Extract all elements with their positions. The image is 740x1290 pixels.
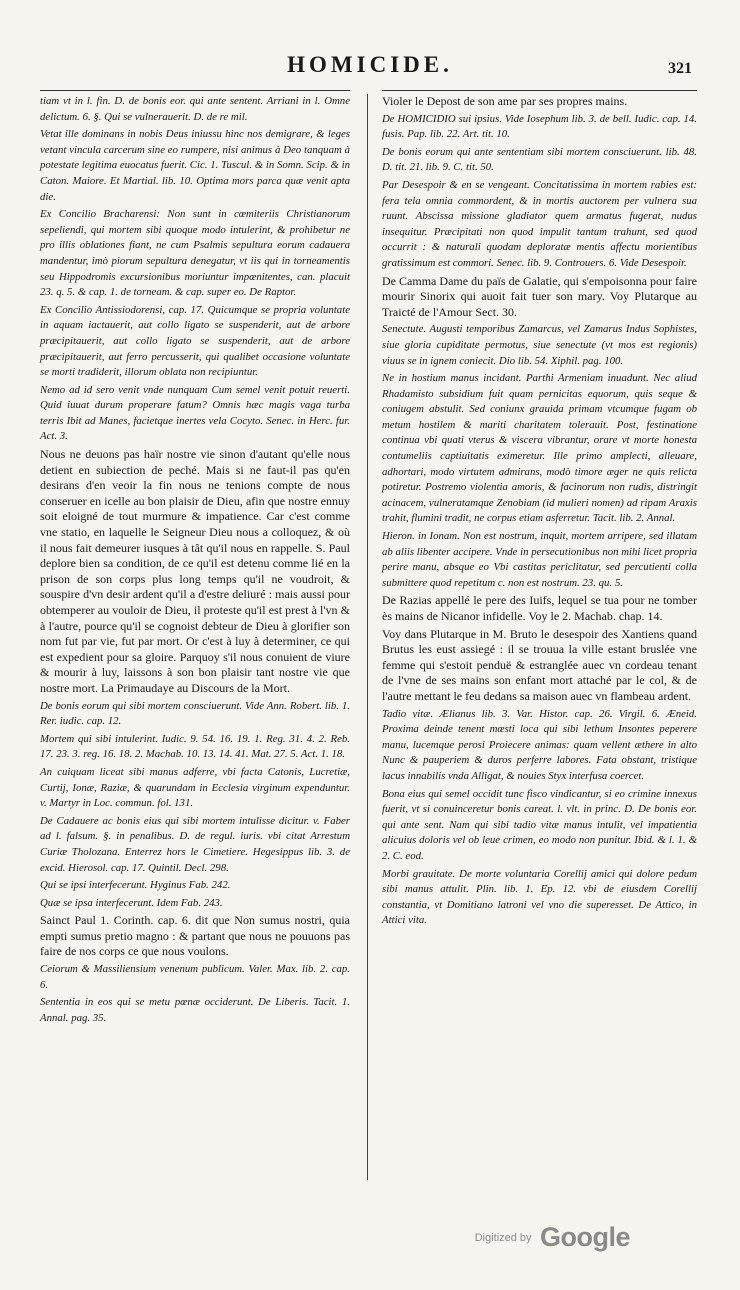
paragraph: Hieron. in Ionam. Non est nostrum, inquit, mortem arripere, sed illatam ab aliis libenter accipere. Vnde in persecutionibus non mihi licet propria perire manu, absque eo Vbi castitas periclitatur, sed percutienti colla submittere quod repetitum c. non est nostrum. 23. qu. 5.	[382, 530, 697, 589]
paragraph: De HOMICIDIO sui ipsius. Vide Iosephum lib. 3. de bell. Iudic. cap. 14. fusis. Pap. lib. 22. Art. tit. 10.	[382, 112, 697, 141]
header-rule-right	[382, 90, 697, 91]
page-number: 321	[668, 60, 692, 77]
paragraph: Morbi grauitate. De morte voluntaria Corellij amici qui dolore pedum sibi manus attulit. Plin. lib. 1. Ep. 12. vbi de eiusdem Corellij constantia, vt Domitiano latroni vel vno die superesset. De Attico, in Attici vita.	[382, 867, 697, 927]
paragraph: De Camma Dame du païs de Galatie, qui s'empoisonna pour faire mourir Sinorix qui auoit fait tuer son mary. Voy Plutarque au Traicté de l'Amour Sect. 30.	[382, 273, 697, 319]
running-head-title: HOMICIDE.	[287, 52, 453, 77]
paragraph: De Cadauere ac bonis eius qui sibi mortem intulisse dicitur. v. Faber ad l. falsum. §. in penalibus. D. de regul. iuris. vbi citat Arrestum Curiæ Tholozana. Enterrez hors le Cimetiere. Hegesippus lib. 3. de excid. Hierosol. cap. 17. Quintil. Decl. 298.	[40, 814, 350, 874]
paragraph: Nous ne deuons pas haïr nostre vie sinon d'autant qu'elle nous detient en subiection de peché. Mais si ne faut-il pas qu'en desirans d'en veoir la fin nous ne tenions compte de nous conseruer en icelle au bon plaisir de Dieu, afin que nostre ennuy soit eloigné de tout murmure & impatience. Car c'est comme vne statio, en laquelle le Seigneur Dieu nous a colloquez, & où il nous fait demeurer iusques à tât qu'il nous en rappelle. S. Paul deplore bien sa condition, de ce qu'il est detenu comme lié en la prison de son corps plus long temps qu'il ne voudroit, & souspire d'vn desir ardent qu'il a d'estre deliuré : mais aussi pour obtemperer au vouloir de Dieu, il proteste qu'il est prest à l'vn & à l'autre, pource qu'il se cognoist debteur de Dieu à glorifier son nom fut par vie, fut par mort. Or c'est à luy à determiner, ce qui est expedient pour sa gloire. Parquoy s'il nous conuient de viure & mourir à luy, laissons à son bon plaisir tant nostre vie que nostre mort. La Primaudaye au Discours de la Mort.	[40, 447, 350, 695]
paragraph: Ex Concilio Bracharensi: Non sunt in cœmiteriis Christianorum sepeliendi, qui mortem sibi quoque modo intulerint, & prohibetur ne pro illis oblationes fiant, ne cum Psalmis sepultura eorum cadauera mandentur, imò piorum sepultura denegatur, vt iis qui in torneamentis seu Hippodromis excursionibus moriuntur impœnitentes, can. placuit 23. q. 5. & cap. 1. de torneam. & cap. super eo. De Raptor.	[40, 208, 350, 299]
right-column	[382, 94, 697, 931]
column-divider	[367, 94, 368, 1180]
paragraph: Sententia in eos qui se metu pœnæ occiderunt. De Liberis. Tacit. 1. Annal. pag. 35.	[40, 996, 350, 1024]
paragraph: Bona eius qui semel occidit tunc fisco vindicantur, si eo crimine innexus fuerit, vt si conuinceretur bonis careat. l. vlt. in princ. D. De bonis eor. qui ante sent. Nam qui sibi tadio vitæ manus intulit, vel impatientia alicuius doloris vel ob leue crimen, eo modo non punitur. Ibid. & l. 1. & 2. C. eod.	[382, 787, 697, 862]
digitized-watermark	[475, 1222, 630, 1253]
header-rule-left	[40, 90, 350, 91]
paragraph: Ex Concilio Antissiodorensi, cap. 17. Quicumque se propria voluntate in aquam iactauerit, aut collo ligato se suspenderit, aut de arbore præcipitauerit, aut collo ligato se suspenderit, aut de arbore præcipitauerit, aut ferro percusserit, qui qualibet occasione voluntate se morti tradiderit, illorum oblata non recipiuntur.	[40, 303, 350, 379]
paragraph: Sainct Paul 1. Corinth. cap. 6. dit que Non sumus nostri, quia empti sumus pretio magno : & partant que nous ne pouuons pas faire de nos corps ce que nous voulons.	[40, 913, 350, 959]
paragraph: Qui se ipsi interfecerunt. Hyginus Fab. 242.	[40, 879, 231, 892]
paragraph: Quæ se ipsa interfecerunt. Idem Fab. 243.	[40, 896, 223, 909]
paragraph: De bonis eorum qui ante sententiam sibi mortem consciuerunt. lib. 48. D. tit. 21. lib. 9. C. tit. 50.	[382, 145, 697, 174]
paragraph: tiam vt in l. fin. D. de bonis eor. qui ante sentent. Arriani in l. Omne delictum. 6. §. Qui se vulnerauerit. D. de re mil.	[40, 95, 350, 123]
paragraph: Par Desespoir & en se vengeant. Concitatissima in mortem rabies est: fera tela omnia commordent, & in mortis auctorem per vulnera sua ruunt. Abscissa missione gladiator quem armatus fugerat, nudus insequitur. Præcipitati non quod impulit tantum trahunt, sed quod occurrit : & naturali quodam deploratæ mentis affectu morientibus gratissimum est commori. Senec. lib. 9. Controuers. 6. Vide Desespoir.	[382, 178, 697, 269]
paragraph: Violer le Depost de son ame par ses propres mains.	[382, 94, 628, 108]
paragraph: Vetat ille dominans in nobis Deus iniussu hinc nos demigrare, & leges vetant vincula carcerum sine eo rumpere, nisi animus à Deo tanquam à potestate legitima euocatus fuerit. Cic. 1. Tuscul. & in Somn. Scip. & in Caton. Maiore. Et Martial. lib. 10. Optima mors parca quæ venit apta die.	[40, 128, 350, 203]
paragraph: Tadio vitæ. Ælianus lib. 3. Var. Histor. cap. 26. Virgil. 6. Æneid. Proxima deinde tenent mœsti loca qui sibi lethum Insontes peperere manu, lucemque perosi Proiecere animas: quam vellent æthere in alto Nunc & pauperiem & duros perferre labores. Fata obstant, tristique lacus innabilis vnda Alligat, & nouies Styx interfusa coercet.	[382, 707, 697, 782]
paragraph: Ne in hostium manus incidant. Parthi Armeniam inuadunt. Nec aliud Rhadamisto subsidium fuit quam pernicitas equorum, quis seque & coniugem abstulit. Sed coniunx grauida primam vtcumque fugam ob metum hostilem & mariti charitatem tolerauit. Post, festinatione continua vbi quati vterus & viscera vibrantur, orare vt morte honesta contumeliis captiuitatis eximeretur. Ille primo amplecti, alleuare, adhortari, modo virtutem admirans, modò timore æger ne quis relicta potiretur. Postremo violentia amoris, & facinorum non rudis, distringit acinacem, vulneratamque Zenobiam (id mulieri nomen) ad ripam Araxis trahit, flumini tradit, ne corpus etiam asferretur. Tacit. lib. 2. Annal.	[382, 372, 697, 525]
paragraph: De Razias appellé le pere des Iuifs, lequel se tua pour ne tomber ès mains de Nicanor infidelle. Voy le 2. Machab. chap. 14.	[382, 593, 697, 623]
watermark-prefix: Digitized by	[474, 1231, 532, 1244]
paragraph: De bonis eorum qui sibi mortem consciuerunt. Vide Ann. Robert. lib. 1. Rer. iudic. cap. 12.	[40, 699, 350, 728]
left-column	[40, 94, 350, 1028]
paragraph: Mortem qui sibi intulerint. Iudic. 9. 54. 16. 19. 1. Reg. 31. 4. 2. Reb. 17. 23. 3. reg. 16. 18. 2. Machab. 10. 13. 14. 41. Mat. 27. 5. Act. 1. 18.	[40, 732, 350, 761]
paragraph: Voy dans Plutarque in M. Bruto le desespoir des Xantiens quand Brutus les eust assiegé : il se trouua la ville estant bruslée vne femme qui s'estoit penduë & estranglée auec vn cordeau tenant de l'vne de ses mains son enfant mort attaché par le col, & de l'autre mettant le feu dedans sa maison auec vn flambeau ardent.	[382, 626, 697, 703]
paragraph: Ceiorum & Massiliensium venenum publicum. Valer. Max. lib. 2. cap. 6.	[40, 963, 350, 991]
google-logo: Google	[540, 1222, 630, 1252]
paragraph: Nemo ad id sero venit vnde nunquam Cum semel venit potuit reuerti. Quid iuuat durum properare fatum? Omnis hæc magis vaga turba terris Ibit ad Manes, facietque inertes vela Cocyto. Senec. in Herc. fur. Act. 3.	[40, 383, 350, 443]
paragraph: An cuiquam liceat sibi manus adferre, vbi facta Catonis, Lucretiæ, Curtij, Ionæ, Raziæ, & quarundam in Ecclesia virginum expenduntur. v. Martyr in Loc. commun. fol. 131.	[40, 765, 350, 810]
paragraph: Senectute. Augusti temporibus Zamarcus, vel Zamarus Indus Sophistes, siue gloria cupiditate permotus, siue senectute (vt mos est regionis) viuus se in ignem coniecit. Dio lib. 54. Xiphil. pag. 100.	[382, 323, 697, 367]
